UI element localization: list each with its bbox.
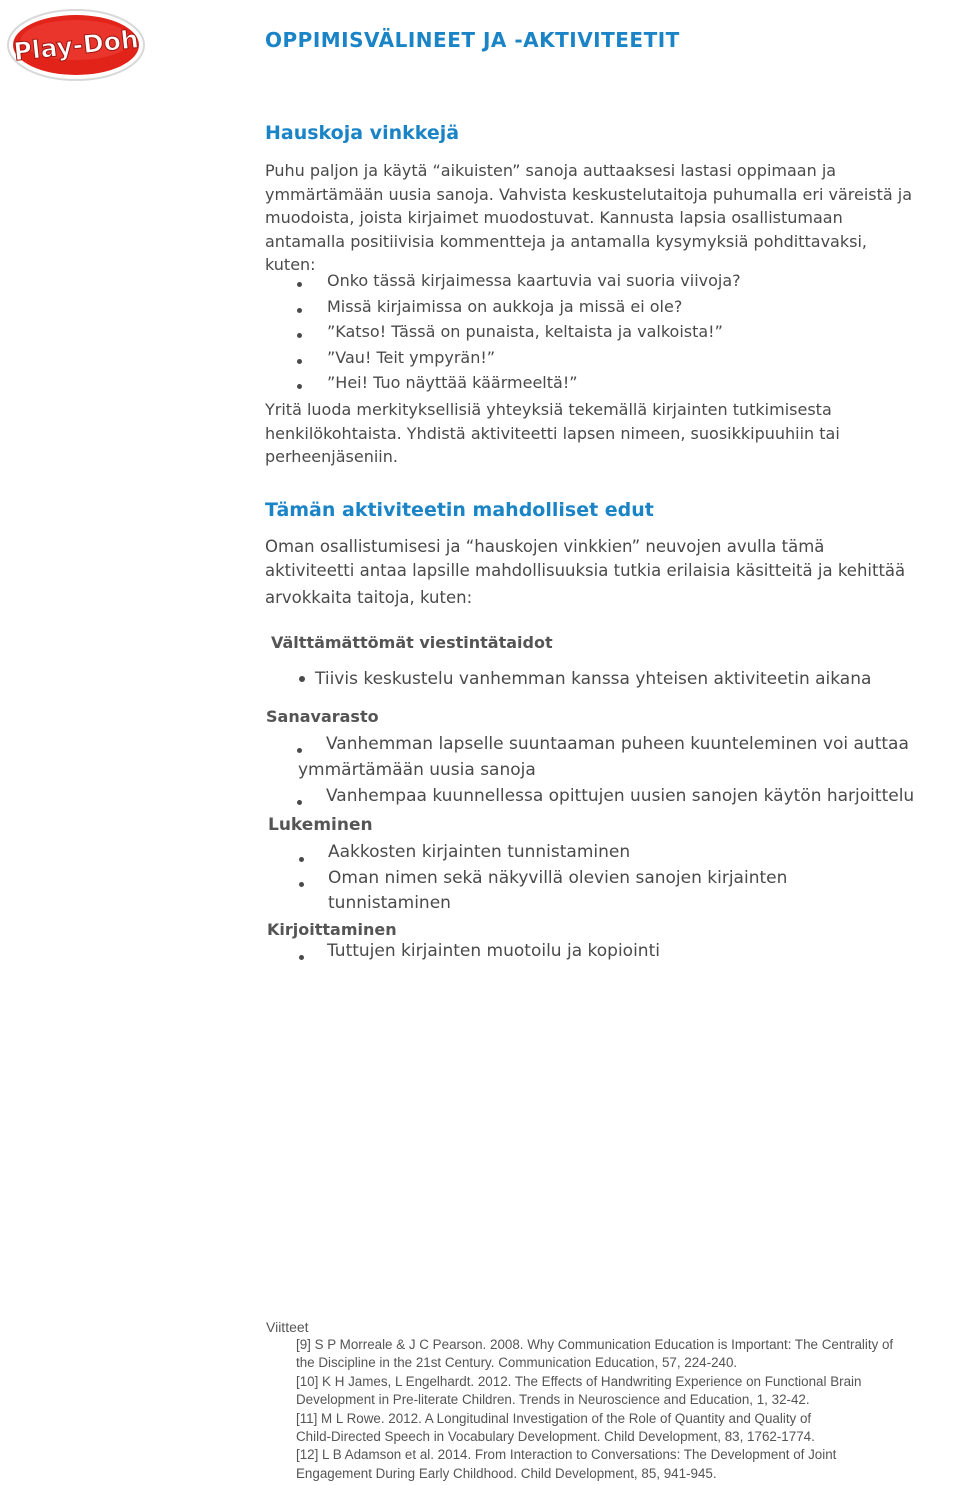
text-line: aktiviteetti antaa lapsille mahdollisuuksia tutkia erilaisia käsitteitä ja kehittää — [265, 561, 906, 580]
list-item: ”Hei! Tuo näyttää käärmeeltä!” — [285, 370, 741, 396]
text-line: arvokkaita taitoja, kuten: — [265, 588, 473, 607]
text-line: kuten: — [265, 255, 316, 274]
text-line: Puhu paljon ja käytä “aikuisten” sanoja auttaaksesi lastasi oppimaan ja — [265, 161, 837, 180]
benefits-intro — [265, 535, 955, 610]
references-list — [296, 1336, 958, 1483]
list-item: Vanhemman lapselle suuntaaman puheen kuunteleminen voi auttaa — [326, 734, 909, 754]
benefits-heading: Tämän aktiviteetin mahdolliset edut — [265, 499, 654, 521]
bullet-icon — [299, 882, 304, 887]
list-item: Missä kirjaimissa on aukkoja ja missä ei ole? — [285, 294, 741, 320]
reference-line: [12] L B Adamson et al. 2014. From Interaction to Conversations: The Development of Joint — [296, 1447, 837, 1463]
list-item: Tiivis keskustelu vanhemman kanssa yhteisen aktiviteetin aikana — [315, 669, 872, 689]
list-item-continued: ymmärtämään uusia sanoja — [298, 760, 536, 780]
bullet-icon — [299, 955, 304, 960]
section-title: Sanavarasto — [266, 707, 379, 726]
text-line: ymmärtämään uusia sanoja. Vahvista keskustelutaitoja puhumalla eri väreistä ja — [265, 184, 913, 204]
list-item: Tuttujen kirjainten muotoilu ja kopiointi — [327, 941, 660, 961]
reference-line: Child-Directed Speech in Vocabulary Development. Child Development, 83, 1762-1774. — [296, 1429, 815, 1445]
list-item: ”Katso! Tässä on punaista, keltaista ja valkoista!” — [285, 319, 741, 345]
section-title: Välttämättömät viestintätaidot — [271, 633, 553, 652]
play-doh-logo — [6, 8, 146, 82]
text-line: Oman osallistumisesi ja “hauskojen vinkkien” neuvojen avulla tämä — [265, 537, 825, 556]
list-item-continued: tunnistaminen — [328, 893, 451, 913]
reference-line: the Discipline in the 21st Century. Communication Education, 57, 224-240. — [296, 1355, 738, 1371]
list-item: Onko tässä kirjaimessa kaartuvia vai suoria viivoja? — [285, 268, 741, 294]
bullet-icon — [299, 676, 305, 682]
bullet-icon — [297, 748, 302, 753]
svg-text:Play-Doh: Play-Doh — [12, 24, 140, 67]
question-list — [285, 268, 741, 396]
list-item: Oman nimen sekä näkyvillä olevien sanojen kirjainten — [328, 868, 788, 888]
reference-line: Development in Pre-literate Children. Trends in Neuroscience and Education, 1, 32-42. — [296, 1392, 810, 1408]
reference-line: [10] K H James, L Engelhardt. 2012. The Effects of Handwriting Experience on Functional Brain — [296, 1373, 862, 1389]
section-title: Kirjoittaminen — [267, 920, 397, 939]
section-title: Lukeminen — [268, 815, 373, 835]
list-item: Aakkosten kirjainten tunnistaminen — [328, 842, 631, 862]
tips-heading: Hauskoja vinkkejä — [265, 122, 460, 144]
reference-line: Engagement During Early Childhood. Child Development, 85, 941-945. — [296, 1465, 717, 1481]
bullet-icon — [297, 800, 302, 805]
text-line: Yritä luoda merkityksellisiä yhteyksiä tekemällä kirjainten tutkimisesta — [265, 400, 832, 419]
reference-line: [11] M L Rowe. 2012. A Longitudinal Investigation of the Role of Quantity and Quality of — [296, 1410, 812, 1426]
text-line: perheenjäseniin. — [265, 447, 398, 466]
text-line: muodoista, joista kirjaimet muodostuvat. Kannusta lapsia osallistumaan — [265, 208, 843, 227]
references-title: Viitteet — [266, 1319, 309, 1335]
text-line: antamalla positiivisia kommentteja ja antamalla kysymyksiä pohdittavaksi, — [265, 231, 867, 251]
tips-intro — [265, 159, 955, 277]
bullet-icon — [299, 857, 304, 862]
reference-line: [9] S P Morreale & J C Pearson. 2008. Why Communication Education is Important: The Centrality of — [296, 1337, 894, 1352]
list-item: ”Vau! Teit ympyrän!” — [285, 345, 741, 371]
text-line: henkilökohtaista. Yhdistä aktiviteetti lapsen nimeen, suosikkipuuhiin tai — [265, 423, 840, 443]
page-title: OPPIMISVÄLINEET JA -AKTIVITEETIT — [265, 28, 680, 52]
list-item: Vanhempaa kuunnellessa opittujen uusien sanojen käytön harjoittelu — [326, 786, 915, 806]
tips-outro — [265, 398, 955, 469]
